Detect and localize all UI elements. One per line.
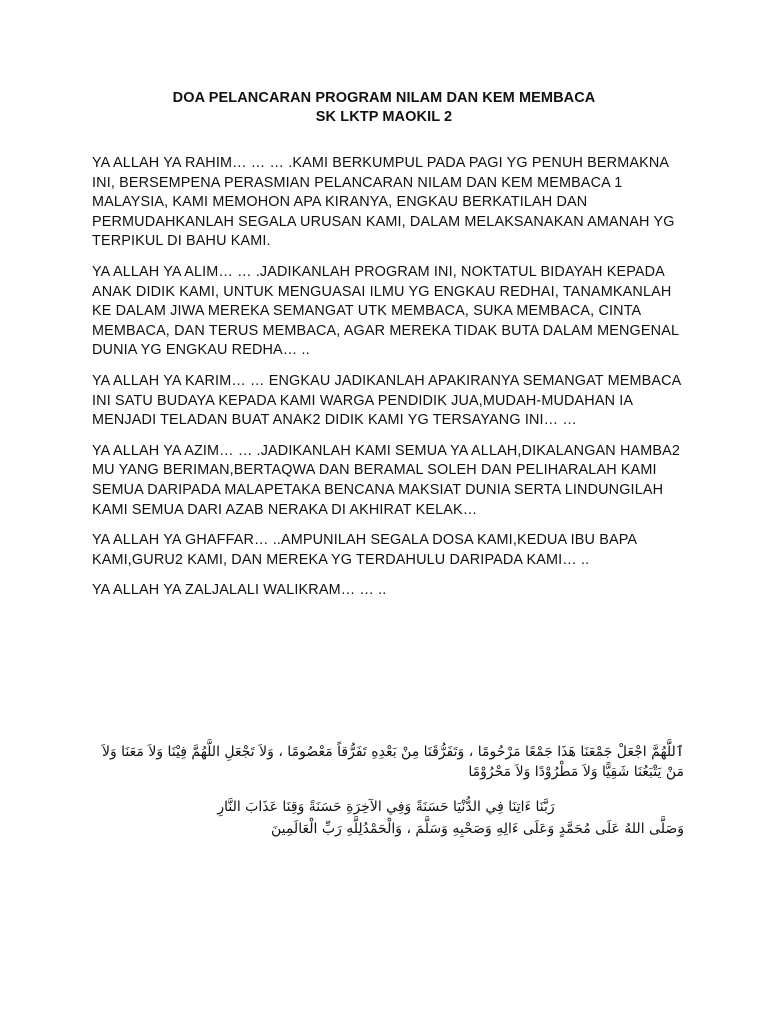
prayer-body [92,154,682,612]
arabic-prayer-line-2: رَبَّنَا ءَاتِنَا فِي الدُّنْيَا حَسَنَةً وَفِي الآخِرَةِ حَسَنَةً وَقِنَا عَذَابَ النَّارِ [217,799,555,815]
arabic-prayer-line-3: وَصَلَّى اللهُ عَلَى مُحَمَّدٍ وَعَلَى ءَالِهِ وَصَحْبِهِ وَسَلَّمَ ، وَالْحَمْدُلِلَّهِ رَبِّ الْعَالَمِينَ [270,821,684,837]
prayer-paragraph-alim: YA ALLAH YA ALIM… … .JADIKANLAH PROGRAM INI, NOKTATUL BIDAYAH KEPADA ANAK DIDIK KAMI, UNTUK MENGUASAI ILMU YG ENGKAU REDHAI, TANAMKANLAH KE DALAM JIWA MEREKA SEMANGAT UTK MEMBACA, SUKA MEMBACA, CINTA MEMBACA, DAN TERUS MEMBACA, AGAR MEREKA TIDAK BUTA DALAM MENGENAL DUNIA YG ENGKAU REDHA… .. [92,263,679,359]
prayer-paragraph-rahim: YA ALLAH YA RAHIM… … … .KAMI BERKUMPUL PADA PAGI YG PENUH BERMAKNA INI, BERSEMPENA PERASMIAN PELANCARAN NILAM DAN KEM MEMBACA 1 MALAYSIA, KAMI MEMOHON APA KIRANYA, ENGKAU BERKATILAH DAN PERMUDAHKANLAH SEGALA URUSAN KAMI, DALAM MELAKSANAKAN AMANAH YG TERPIKUL DI BAHU KAMI. [92,155,675,250]
prayer-paragraph-karim: YA ALLAH YA KARIM… … ENGKAU JADIKANLAH APAKIRANYA SEMANGAT MEMBACA INI SATU BUDAYA KEPADA KAMI WARGA PENDIDIK JUA,MUDAH-MUDAHAN IA MENJADI TELADAN BUAT ANAK2 DIDIK KAMI YG TERSAYANG INI… … [92,372,681,429]
document-title-line1: DOA PELANCARAN PROGRAM NILAM DAN KEM MEMBACA [172,90,596,106]
prayer-paragraph-azim: YA ALLAH YA AZIM… … .JADIKANLAH KAMI SEMUA YA ALLAH,DIKALANGAN HAMBA2 MU YANG BERIMAN,BERTAQWA DAN BERAMAL SOLEH DAN PELIHARALAH KAMI SEMUA DARIPADA MALAPETAKA BENCANA MAKSIAT DUNIA SERTA LINDUNGILAH KAMI SEMUA DARI AZAB NERAKA DI AKHIRAT KELAK… [92,442,681,518]
prayer-paragraph-zaljalali: YA ALLAH YA ZALJALALI WALIKRAM… … .. [92,582,387,599]
document-title-line2: SK LKTP MAOKIL 2 [315,109,453,125]
arabic-prayer-line-1: ٱللَّهُمَّ اجْعَلْ جَمْعَنَا هَذَا جَمْعًا مَرْحُومًا ، وَتَفَرُّقَنَا مِنْ بَعْدِهِ تَفَرُّقاً مَعْصُومًا ، وَلاَ تَجْعَلِ اللَّهُمَّ فِيْنَا وَلاَ مَعَنَا وَلاَ مَنْ يَتْبَعُنَا شَقِيًّا وَلاَ مَطْرُوْدًا وَلاَ مَحْرُوْمًا [101,744,684,780]
prayer-paragraph-ghaffar: YA ALLAH YA GHAFFAR… ..AMPUNILAH SEGALA DOSA KAMI,KEDUA IBU BAPA KAMI,GURU2 KAMI, DAN MEREKA YG TERDAHULU DARIPADA KAMI… .. [92,532,637,568]
